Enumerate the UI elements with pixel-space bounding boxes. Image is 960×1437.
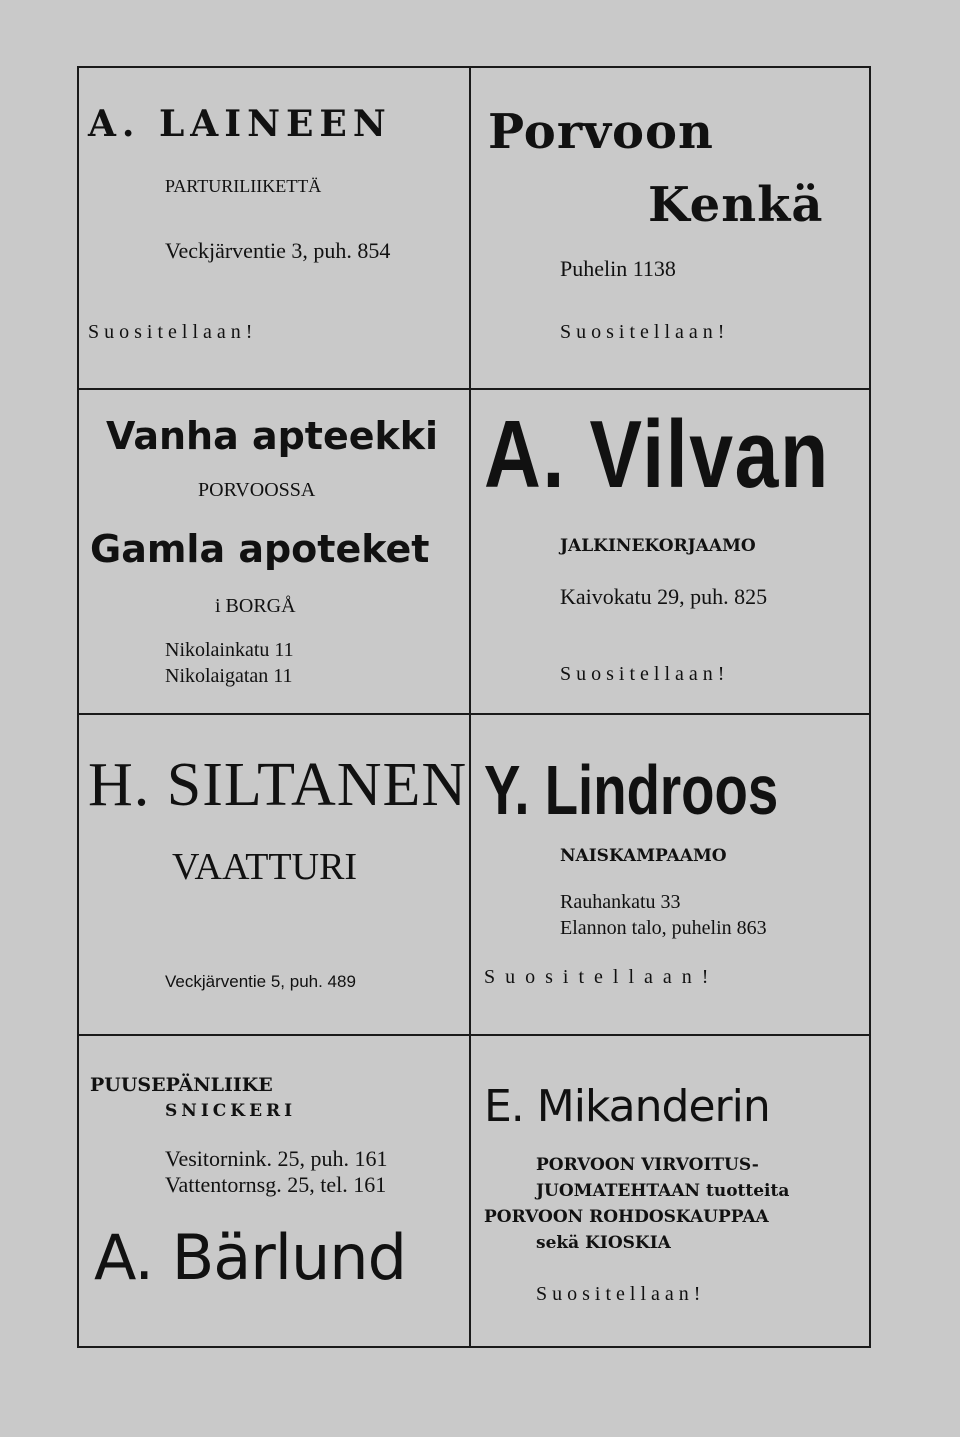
mikanderin-line1: PORVOON VIRVOITUS-	[536, 1155, 759, 1175]
lindroos-subtitle: NAISKAMPAAMO	[560, 846, 727, 866]
apteekki-title-sv: Gamla apoteket	[90, 527, 430, 571]
mikanderin-title: E. Mikanderin	[484, 1081, 770, 1132]
porvoon-kenka-title-line2: Kenkä	[648, 177, 824, 233]
barlund-title: A. Bärlund	[94, 1221, 406, 1294]
vilvan-address: Kaivokatu 29, puh. 825	[560, 584, 768, 609]
barlund-line1: PUUSEPÄNLIIKE	[90, 1074, 273, 1096]
mikanderin-line2: JUOMATEHTAAN tuotteita	[536, 1181, 790, 1201]
row-divider-3	[77, 1034, 871, 1036]
mikanderin-slogan: Suositellaan!	[536, 1283, 706, 1305]
lindroos-address: Rauhankatu 33	[560, 891, 681, 913]
laineen-title: A. LAINEEN	[88, 103, 392, 145]
lindroos-slogan: Suositellaan!	[484, 966, 719, 988]
apteekki-address-fi: Nikolainkatu 11	[165, 639, 294, 661]
barlund-address-sv: Vattentornsg. 25, tel. 161	[165, 1172, 387, 1197]
laineen-subtitle: PARTURILIIKETTÄ	[165, 176, 322, 196]
porvoon-kenka-title-line1: Porvoon	[488, 104, 714, 160]
apteekki-place-sv: i BORGÅ	[215, 595, 296, 617]
siltanen-title: H. SILTANEN	[88, 751, 468, 819]
laineen-address: Veckjärventie 3, puh. 854	[165, 238, 391, 263]
mikanderin-line3: PORVOON ROHDOSKAUPPAA	[484, 1207, 769, 1227]
lindroos-phone: Elannon talo, puhelin 863	[560, 917, 767, 939]
column-divider	[469, 66, 471, 1348]
siltanen-address: Veckjärventie 5, puh. 489	[165, 972, 356, 991]
siltanen-subtitle: VAATTURI	[172, 846, 358, 888]
mikanderin-line4: sekä KIOSKIA	[536, 1233, 671, 1253]
porvoon-kenka-slogan: Suositellaan!	[560, 321, 730, 343]
barlund-line2: SNICKERI	[165, 1101, 297, 1121]
porvoon-kenka-phone: Puhelin 1138	[560, 256, 676, 281]
laineen-slogan: Suositellaan!	[88, 321, 258, 343]
barlund-address-fi: Vesitornink. 25, puh. 161	[165, 1146, 388, 1171]
row-divider-2	[77, 713, 871, 715]
vilvan-title: A. Vilvan	[484, 401, 830, 508]
vilvan-slogan: Suositellaan!	[560, 663, 730, 685]
row-divider-1	[77, 388, 871, 390]
apteekki-address-sv: Nikolaigatan 11	[165, 665, 293, 687]
apteekki-title-fi: Vanha apteekki	[106, 414, 439, 458]
lindroos-title: Y. Lindroos	[484, 751, 779, 829]
vilvan-subtitle: JALKINEKORJAAMO	[560, 536, 756, 556]
apteekki-place-fi: PORVOOSSA	[198, 479, 316, 501]
